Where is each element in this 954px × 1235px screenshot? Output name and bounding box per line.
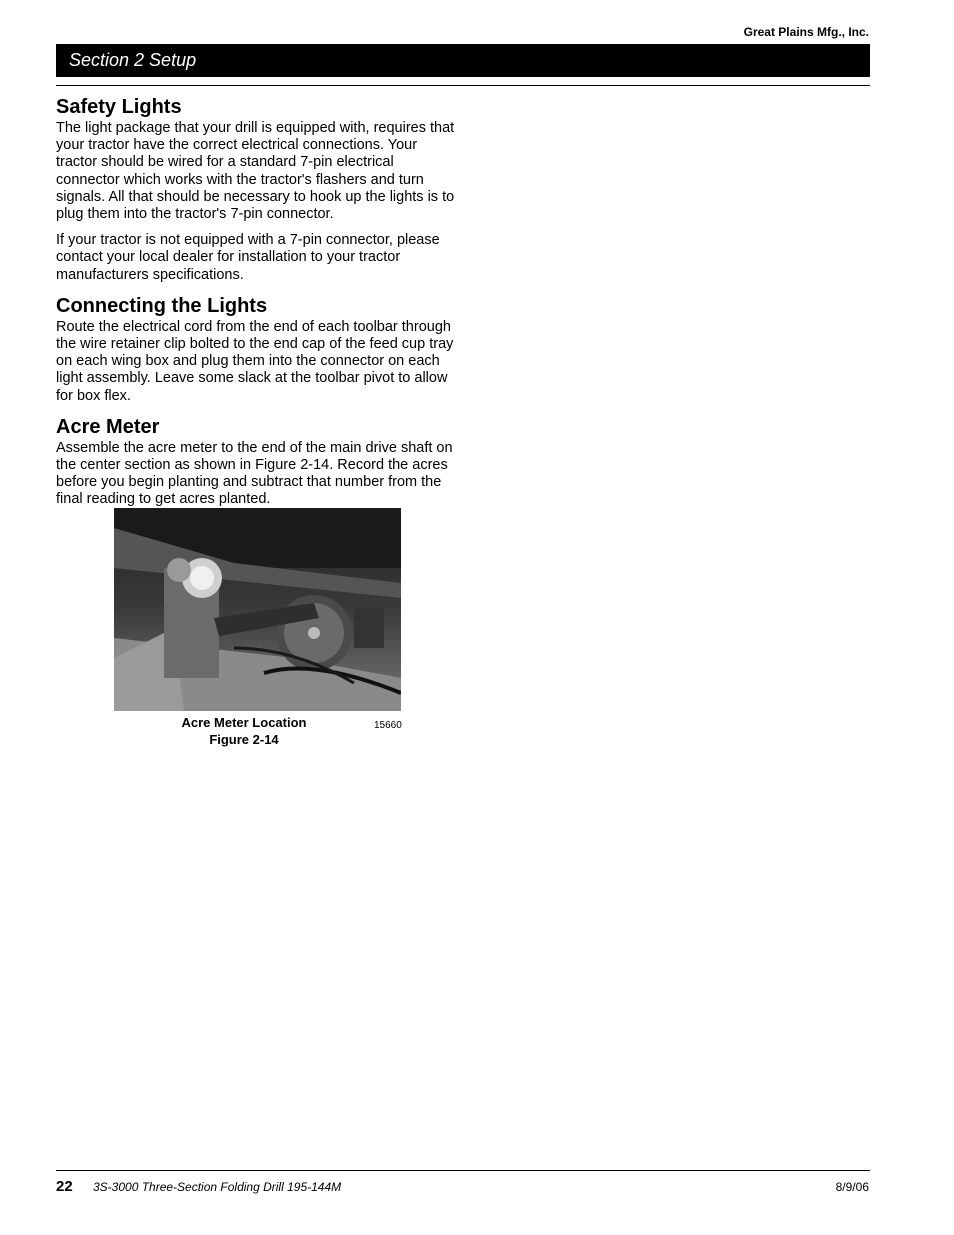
company-name: Great Plains Mfg., Inc. — [743, 25, 869, 39]
main-column — [56, 94, 456, 509]
header-divider — [56, 85, 870, 86]
section-acre-meter — [56, 414, 456, 509]
acre-meter-illustration — [114, 508, 401, 711]
caption-number: Figure 2-14 — [209, 732, 279, 747]
caption-title: Acre Meter Location — [181, 715, 307, 730]
image-number: 15660 — [374, 720, 402, 731]
paragraph: Assemble the acre meter to the end of the main drive shaft on the center section as shown in Figure 2-14. Record the acres before you begin planting and subtract that number from the final reading to get acres planted. — [56, 439, 453, 508]
section-safety-lights — [56, 94, 456, 284]
footer-date: 8/9/06 — [835, 1180, 869, 1194]
page-number: 22 — [56, 1178, 73, 1195]
section-heading: Safety Lights — [56, 96, 182, 118]
section-header-bar — [56, 44, 870, 77]
figure-caption — [150, 714, 338, 748]
footer-divider — [56, 1170, 870, 1171]
section-title: Section 2 Setup — [69, 50, 197, 70]
acre-meter-photo — [114, 508, 401, 711]
paragraph: The light package that your drill is equipped with, requires that your tractor have the correct electrical connections. Your tractor should be wired for a standard 7-pin electrical connector which works with the tractor's flashers and turn signals. All that should be necessary to hook up the lights is to plug them into the tractor's 7-pin connector. — [56, 120, 455, 223]
paragraph: If your tractor is not equipped with a 7-pin connector, please contact your local dealer for installation to your tractor manufacturers specifications. — [56, 232, 440, 283]
paragraph: Route the electrical cord from the end of each toolbar through the wire retainer clip bolted to the end cap of the feed cup tray on each wing box and plug them into the connector on each light assembly. Leave some slack at the toolbar pivot to allow for box flex. — [56, 318, 454, 404]
section-heading: Acre Meter — [56, 415, 160, 438]
section-heading: Connecting the Lights — [56, 294, 268, 317]
footer-document-title: 3S-3000 Three-Section Folding Drill 195-144M — [93, 1180, 342, 1194]
section-connecting-lights — [56, 293, 456, 405]
